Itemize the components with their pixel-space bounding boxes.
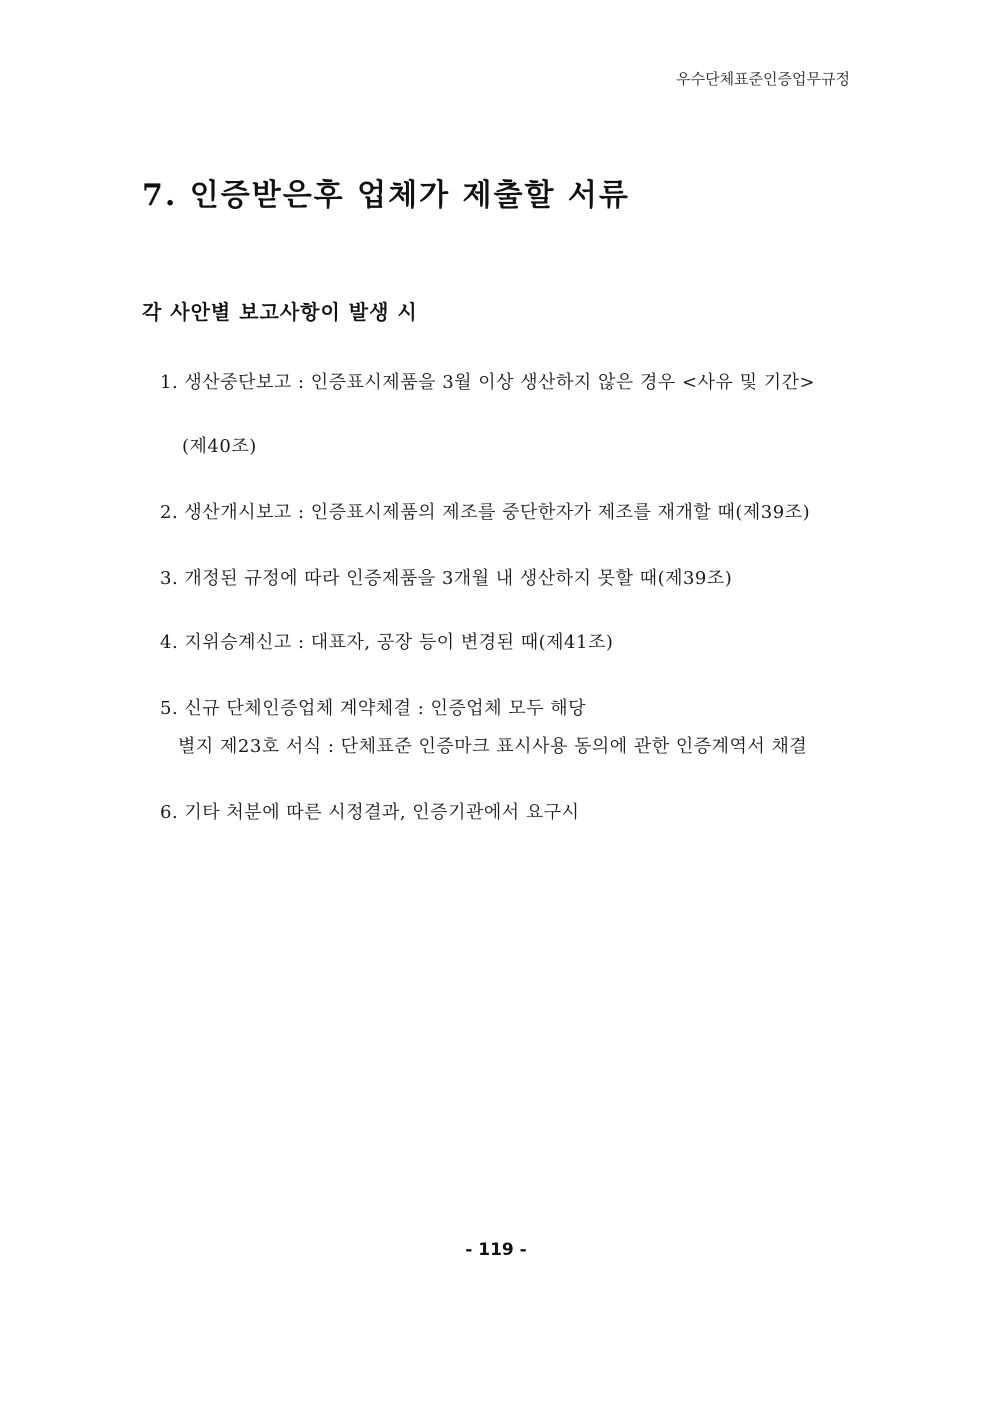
list-item	[160, 694, 586, 720]
list-item-number: 2.	[160, 502, 179, 523]
section-subheading: 각 사안별 보고사항이 발생 시	[142, 300, 418, 324]
list-item-text: 지위승계신고 : 대표자, 공장 등이 변경된 때(제41조)	[184, 632, 614, 653]
list-item-text: 신규 단체인증업체 계약체결 : 인증업체 모두 해당	[184, 698, 587, 719]
list-item-number: 5.	[160, 698, 179, 719]
list-item-number: 1.	[160, 372, 179, 393]
list-item-subline: 별지 제23호 서식 : 단체표준 인증마크 표시사용 동의에 관한 인증계역서 채결	[178, 736, 808, 757]
list-item	[160, 498, 810, 524]
list-item	[160, 798, 580, 824]
list-item	[160, 628, 613, 654]
list-item-text: 생산중단보고 : 인증표시제품을 3월 이상 생산하지 않은 경우 <사유 및 기간>	[184, 372, 816, 393]
list-item-text: 기타 처분에 따른 시정결과, 인증기관에서 요구시	[184, 802, 580, 823]
list-item-number: 6.	[160, 802, 179, 823]
page-number: - 119 -	[465, 1240, 527, 1260]
list-item-continuation: (제40조)	[182, 436, 257, 457]
list-item-number: 4.	[160, 632, 179, 653]
list-item-number: 3.	[160, 568, 179, 589]
list-item	[160, 368, 815, 394]
running-header: 우수단체표준인증업무규정	[676, 70, 850, 88]
list-item-text: 생산개시보고 : 인증표시제품의 제조를 중단한자가 제조를 재개할 때(제39조)	[184, 502, 811, 523]
list-item	[160, 564, 732, 590]
list-item-text: 개정된 규정에 따라 인증제품을 3개월 내 생산하지 못할 때(제39조)	[184, 568, 733, 589]
section-title: 7. 인증받은후 업체가 제출할 서류	[142, 178, 630, 213]
